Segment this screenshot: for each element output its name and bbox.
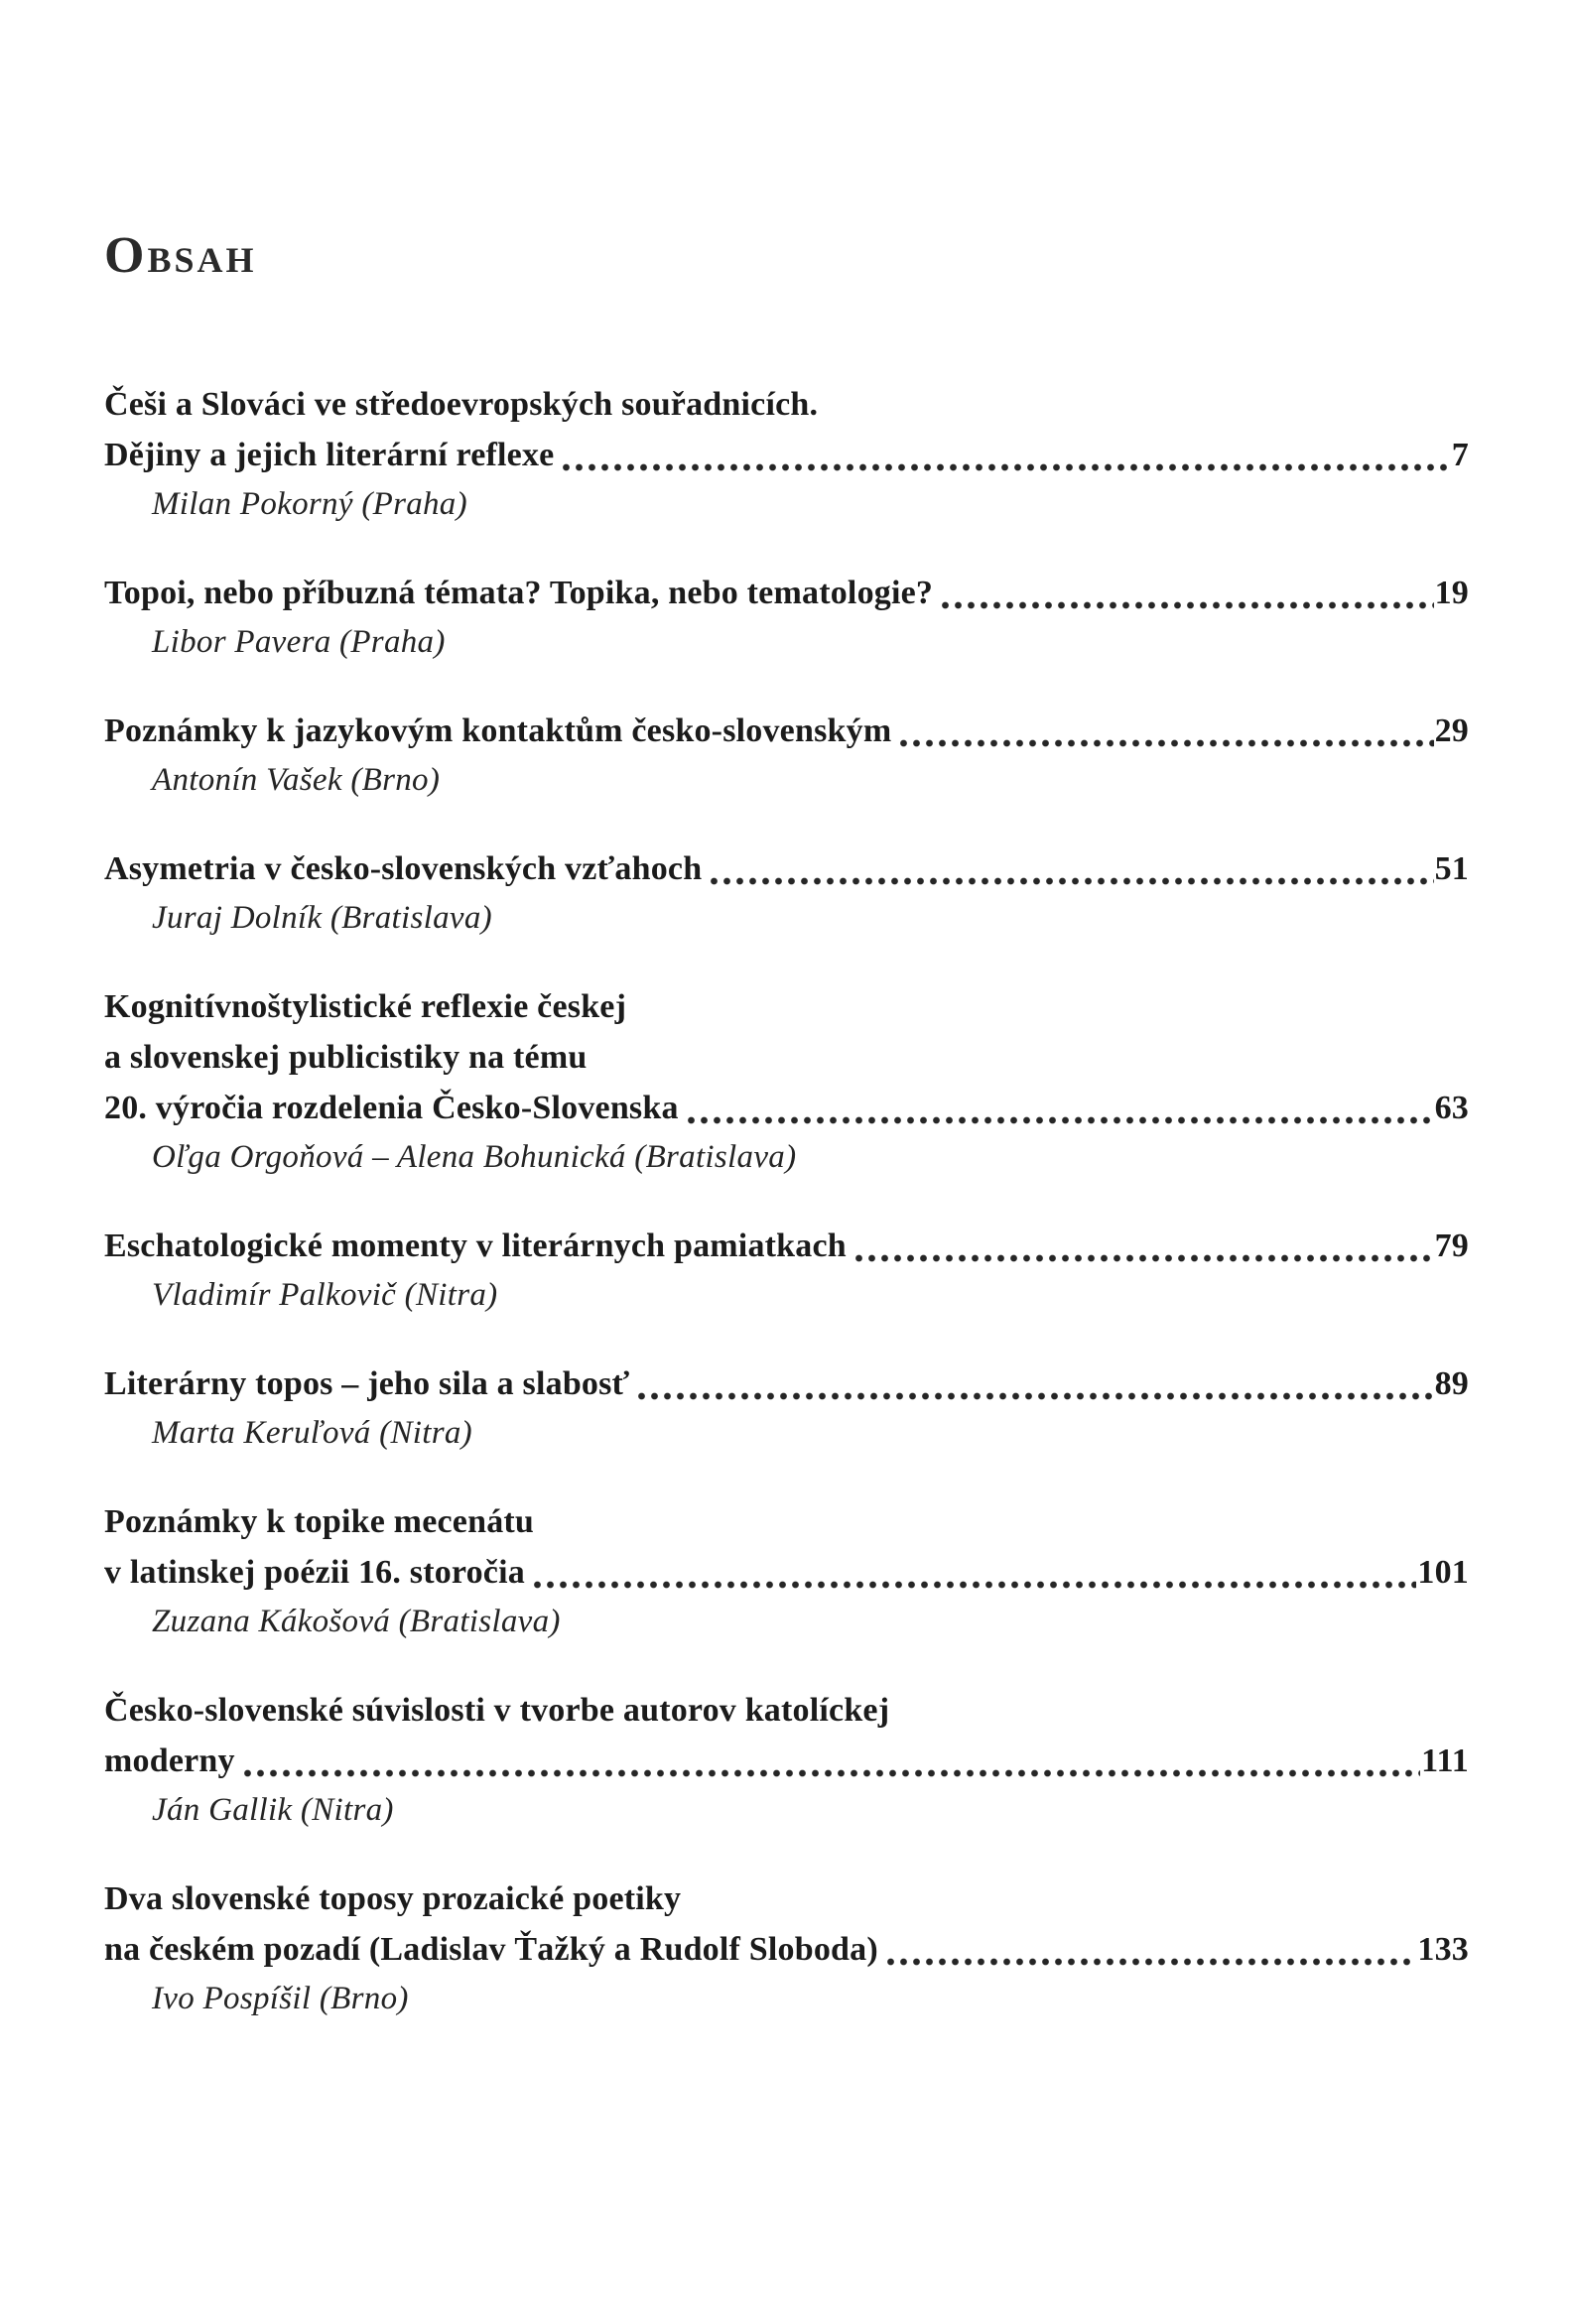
dot-leader [884, 1958, 1417, 1966]
toc-entry-title-text: Eschatologické momenty v literárnych pamiatkach [104, 1227, 847, 1264]
page-number: 133 [1417, 1931, 1469, 1968]
dot-leader [635, 1392, 1433, 1400]
page-number: 101 [1417, 1554, 1469, 1591]
toc-entry [104, 568, 1469, 666]
dot-leader [897, 739, 1433, 747]
toc-entry-title-line [104, 706, 1469, 756]
toc-entry-author: Ján Gallik (Nitra) [152, 1792, 394, 1828]
toc-entry [104, 1685, 1469, 1834]
toc-entry [104, 981, 1469, 1181]
toc-entry-author: Ivo Pospíšil (Brno) [152, 1981, 409, 2016]
toc-entry-title-line [104, 1358, 1469, 1409]
dot-leader [560, 463, 1450, 471]
toc-entry-author: Oľga Orgoňová – Alena Bohunická (Bratislava) [152, 1139, 797, 1175]
page-number: 89 [1434, 1365, 1469, 1402]
toc-entry [104, 1873, 1469, 2022]
toc-entry-title-text: moderny [104, 1743, 235, 1779]
toc-entry-title-text: na českém pozadí (Ladislav Ťažký a Rudolf Sloboda) [104, 1931, 878, 1968]
toc-entry-title-text: 20. výročia rozdelenia Česko-Slovenska [104, 1090, 679, 1126]
dot-leader [241, 1769, 1420, 1777]
toc-entry-title-line: Dva slovenské toposy prozaické poetiky [104, 1880, 682, 1917]
toc-entry-title-line [104, 430, 1469, 480]
page-number: 19 [1434, 575, 1469, 611]
toc-entry-author: Vladimír Palkovič (Nitra) [152, 1277, 498, 1313]
page-number: 51 [1434, 850, 1469, 887]
toc-entry-author: Milan Pokorný (Praha) [152, 486, 467, 522]
toc-entry-title-line: a slovenskej publicistiky na tému [104, 1039, 588, 1076]
toc-entry-title-line [104, 1547, 1469, 1598]
toc-entry [104, 1221, 1469, 1319]
dot-leader [852, 1254, 1434, 1262]
page-number: 111 [1421, 1743, 1469, 1779]
toc-entry-title-line [104, 1083, 1469, 1133]
page-number: 29 [1434, 712, 1469, 749]
toc-entry-title-line [104, 1221, 1469, 1271]
toc-entry-author: Marta Keruľová (Nitra) [152, 1415, 472, 1451]
toc-entry [104, 706, 1469, 804]
toc-entry-title-text: Topoi, nebo příbuzná témata? Topika, nebo tematologie? [104, 575, 934, 611]
toc-entry-title-text: Literárny topos – jeho sila a slabosť [104, 1365, 630, 1402]
toc-entry-title-line: Kognitívnoštylistické reflexie českej [104, 988, 627, 1025]
toc-entry-title-text: Poznámky k jazykovým kontaktům česko-slovenským [104, 712, 892, 749]
toc-entry [104, 379, 1469, 528]
toc-entry-title-text: Dějiny a jejich literární reflexe [104, 437, 555, 473]
toc-entry-title-line [104, 843, 1469, 894]
page-number: 79 [1434, 1227, 1469, 1264]
toc-entry [104, 843, 1469, 942]
toc-entry-title-line [104, 1924, 1469, 1975]
toc-entry-author: Zuzana Kákošová (Bratislava) [152, 1604, 561, 1639]
dot-leader [708, 877, 1433, 885]
toc-entry-title-line: Česko-slovenské súvislosti v tvorbe autorov katolíckej [104, 1692, 890, 1729]
toc-entry-title-text: Asymetria v česko-slovenských vzťahoch [104, 850, 703, 887]
dot-leader [685, 1116, 1434, 1124]
toc-entry-title-line: Poznámky k topike mecenátu [104, 1503, 535, 1540]
toc-entry-title-line: Češi a Slováci ve středoevropských souřadnicích. [104, 386, 819, 423]
page-number: 7 [1451, 437, 1469, 473]
toc-entry-title-line [104, 568, 1469, 618]
page-number: 63 [1434, 1090, 1469, 1126]
dot-leader [531, 1581, 1416, 1589]
toc-entry [104, 1496, 1469, 1645]
toc-entry-author: Libor Pavera (Praha) [152, 624, 446, 660]
toc-entry-title-line [104, 1736, 1469, 1786]
toc-entry-author: Antonín Vašek (Brno) [152, 762, 441, 798]
toc-entry-author: Juraj Dolník (Bratislava) [152, 900, 492, 936]
dot-leader [939, 601, 1433, 609]
page-title: Obsah [104, 227, 257, 284]
toc-entry [104, 1358, 1469, 1457]
toc-entries [104, 379, 1469, 2022]
toc-entry-title-text: v latinskej poézii 16. storočia [104, 1554, 525, 1591]
